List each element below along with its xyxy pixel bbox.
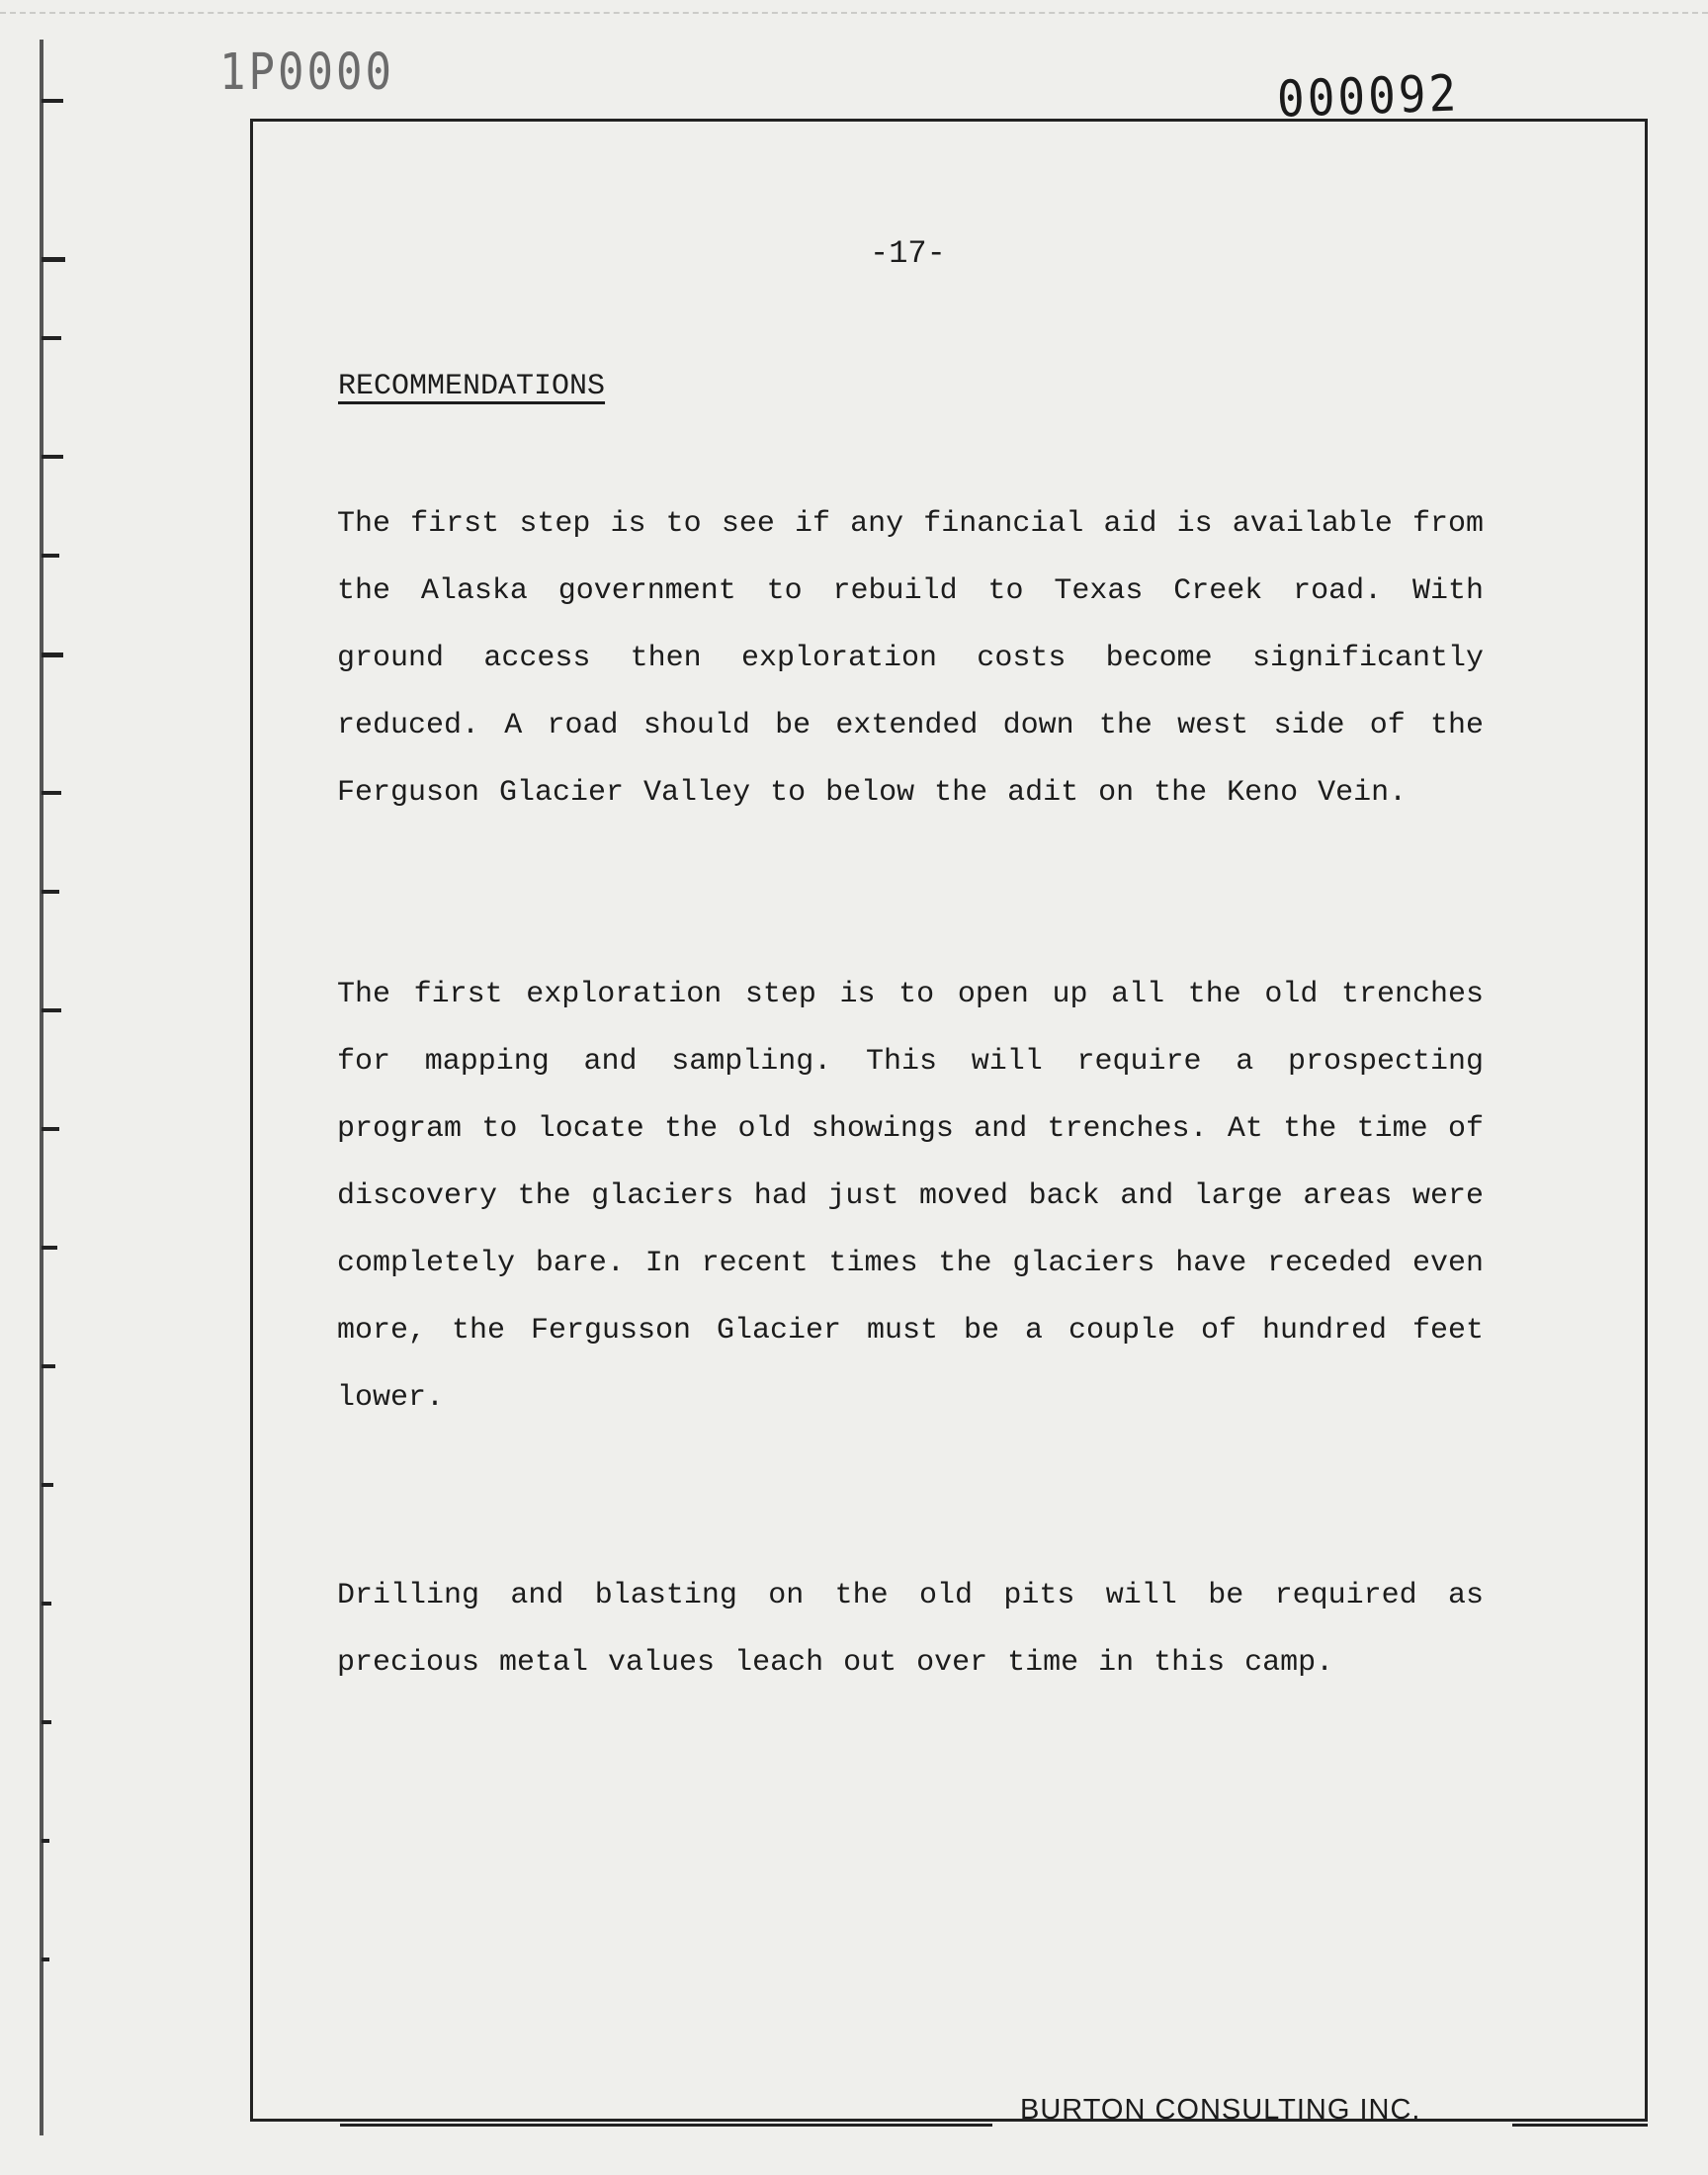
footer-rule bbox=[340, 2124, 992, 2127]
footer-rule-right bbox=[1512, 2124, 1648, 2127]
paragraph-2: The first exploration step is to open up all the old trenches for mapping and sampling. This will require a prospecting program to locate the old showings and trenches. At the time of discovery the glaciers had just moved back and large areas were completely bare. In recent times the glaciers have receded even more, the Fergusson Glacier must be a couple of hundred feet lower. bbox=[337, 978, 1484, 1415]
paragraph-3: Drilling and blasting on the old pits will be required as precious metal values leach out over time in this camp. bbox=[337, 1579, 1484, 1680]
section-heading: RECOMMENDATIONS bbox=[338, 370, 606, 403]
binding-marks bbox=[32, 40, 71, 2145]
document-stamp-left: 1P0000 bbox=[219, 44, 394, 102]
footer-company-name: BURTON CONSULTING INC. bbox=[1020, 2094, 1421, 2126]
paragraph-1: The first step is to see if any financial aid is available from the Alaska government to rebuild to Texas Creek road. With ground access then exploration costs become significantly reduced. A road should be extended down the west side of the Ferguson Glacier Valley to below the adit on the Keno Vein. bbox=[337, 507, 1484, 810]
document-stamp-right: 000092 bbox=[1276, 63, 1461, 129]
page-number: -17- bbox=[870, 235, 946, 272]
scan-edge bbox=[0, 12, 1708, 14]
